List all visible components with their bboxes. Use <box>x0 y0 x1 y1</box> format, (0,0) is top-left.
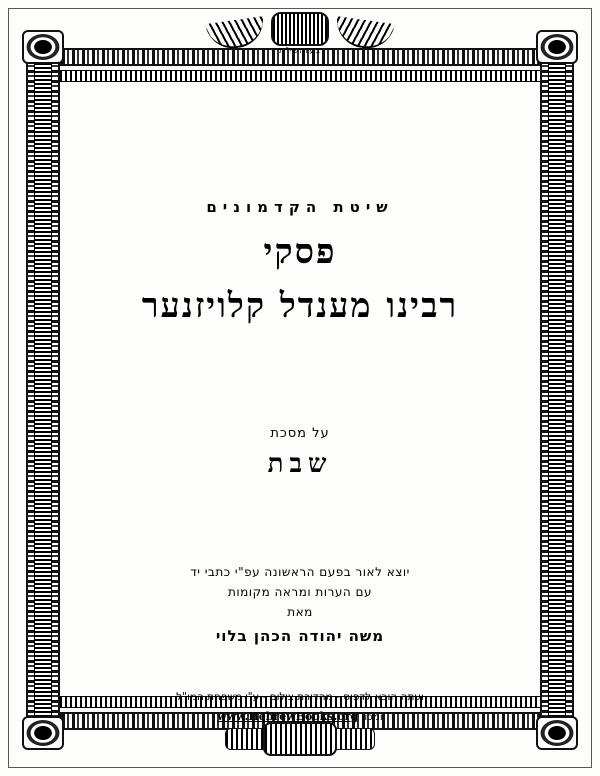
frame-column-right <box>540 48 574 730</box>
title-page-content <box>90 150 510 723</box>
series-title: שיטת הקדמונים <box>206 198 394 216</box>
frame-column-left <box>26 48 60 730</box>
footer-crest-medallion-icon <box>263 722 337 756</box>
credits-line-1: יוצא לאור בפעם הראשונה עפ"י כתבי יד <box>190 565 410 579</box>
corner-rosette-top-left-icon <box>22 30 64 64</box>
top-crest-ornament <box>205 12 395 64</box>
crest-leaf-right-icon <box>333 16 394 52</box>
frame-column-left-inner <box>34 54 52 724</box>
corner-rosette-bottom-right-icon <box>536 716 578 750</box>
imprint-line-1: ועתה הובא לדפוס - מהדורת צילום - ע"י משפחת המו"ל <box>176 691 424 704</box>
crest-leaf-left-icon <box>205 16 266 52</box>
imprint-block <box>90 689 510 726</box>
hebrewbooks-link[interactable]: www.HebrewBooks.org <box>217 709 359 723</box>
blessing-abbreviation: בעזהשי"ת <box>278 46 322 55</box>
book-title-line-1: פסקי <box>263 232 337 272</box>
author-name: משה יהודה הכהן בלוי <box>215 627 385 646</box>
bottom-crest-ornament <box>225 720 375 760</box>
frame-wave-top <box>60 70 540 82</box>
credits-block <box>90 563 510 649</box>
tractate-prefix: על מסכת <box>270 426 330 441</box>
credits-line-2: עם הערות ומראה מקומות <box>228 584 372 599</box>
crest-medallion-icon <box>271 12 329 46</box>
frame-column-right-inner <box>548 54 566 724</box>
imprint-line-2 <box>90 707 510 726</box>
book-title-line-2: רבינו מענדל קלויזנער <box>141 286 459 326</box>
corner-rosette-bottom-left-icon <box>22 716 64 750</box>
corner-rosette-top-right-icon <box>536 30 578 64</box>
tractate-name: שבת <box>267 449 333 479</box>
credits-line-3: מאת <box>287 604 313 619</box>
imprint-tail-text: ומכון <box>361 710 383 723</box>
